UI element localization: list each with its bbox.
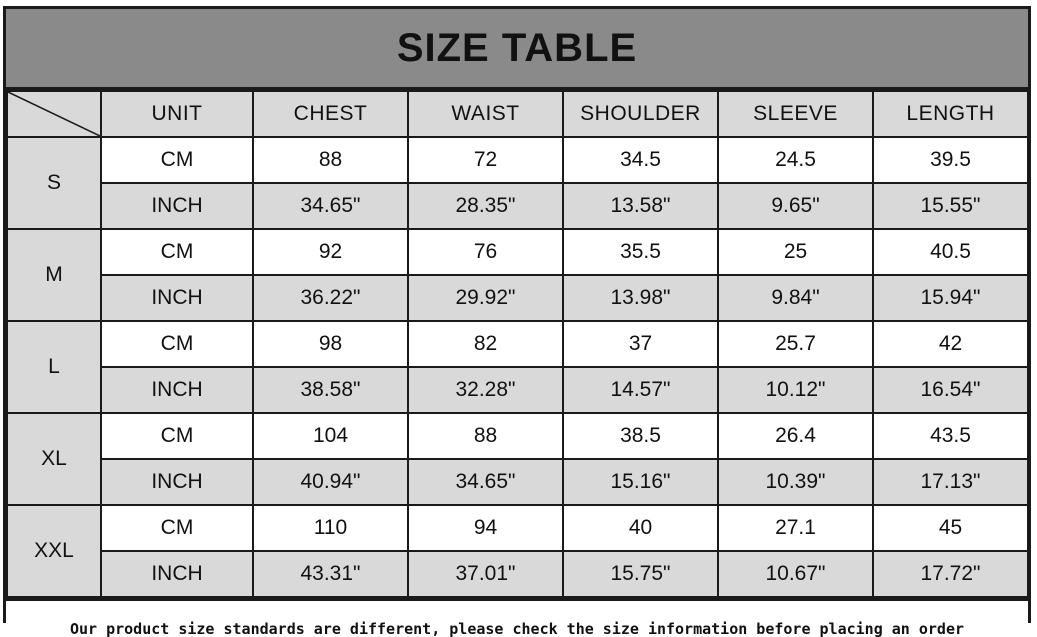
cell-waist-inch: 37.01" bbox=[408, 551, 563, 597]
cell-shoulder-cm: 38.5 bbox=[563, 413, 718, 459]
cell-waist-cm: 94 bbox=[408, 505, 563, 551]
column-header-waist: WAIST bbox=[408, 91, 563, 137]
cell-sleeve-inch: 9.65" bbox=[718, 183, 873, 229]
cell-waist-cm: 72 bbox=[408, 137, 563, 183]
corner-diagonal-cell bbox=[7, 91, 101, 137]
column-header-shoulder: SHOULDER bbox=[563, 91, 718, 137]
table-row bbox=[7, 505, 1028, 551]
cell-chest-cm: 110 bbox=[253, 505, 408, 551]
cell-shoulder-inch: 15.16" bbox=[563, 459, 718, 505]
cell-sleeve-cm: 25.7 bbox=[718, 321, 873, 367]
cell-sleeve-inch: 9.84" bbox=[718, 275, 873, 321]
cell-sleeve-inch: 10.39" bbox=[718, 459, 873, 505]
cell-shoulder-inch: 15.75" bbox=[563, 551, 718, 597]
cell-length-cm: 40.5 bbox=[873, 229, 1028, 275]
unit-inch: INCH bbox=[101, 183, 253, 229]
cell-chest-inch: 36.22" bbox=[253, 275, 408, 321]
cell-shoulder-cm: 40 bbox=[563, 505, 718, 551]
unit-cm: CM bbox=[101, 229, 253, 275]
size-label-xxl: XXL bbox=[7, 505, 101, 597]
cell-chest-cm: 98 bbox=[253, 321, 408, 367]
unit-cm: CM bbox=[101, 321, 253, 367]
cell-length-cm: 43.5 bbox=[873, 413, 1028, 459]
unit-inch: INCH bbox=[101, 367, 253, 413]
cell-waist-inch: 28.35" bbox=[408, 183, 563, 229]
size-label-m: M bbox=[7, 229, 101, 321]
cell-sleeve-cm: 24.5 bbox=[718, 137, 873, 183]
unit-inch: INCH bbox=[101, 551, 253, 597]
cell-sleeve-cm: 27.1 bbox=[718, 505, 873, 551]
table-row bbox=[7, 413, 1028, 459]
cell-sleeve-inch: 10.67" bbox=[718, 551, 873, 597]
table-row bbox=[7, 367, 1028, 413]
cell-shoulder-cm: 35.5 bbox=[563, 229, 718, 275]
table-header-row bbox=[7, 91, 1028, 137]
cell-shoulder-cm: 34.5 bbox=[563, 137, 718, 183]
table-frame bbox=[3, 6, 1031, 637]
cell-waist-inch: 29.92" bbox=[408, 275, 563, 321]
cell-chest-cm: 104 bbox=[253, 413, 408, 459]
unit-inch: INCH bbox=[101, 275, 253, 321]
unit-cm: CM bbox=[101, 413, 253, 459]
cell-shoulder-cm: 37 bbox=[563, 321, 718, 367]
column-header-chest: CHEST bbox=[253, 91, 408, 137]
cell-waist-inch: 32.28" bbox=[408, 367, 563, 413]
footer-note bbox=[6, 598, 1028, 637]
cell-sleeve-inch: 10.12" bbox=[718, 367, 873, 413]
page-title: SIZE TABLE bbox=[396, 25, 638, 70]
unit-cm: CM bbox=[101, 505, 253, 551]
table-row bbox=[7, 321, 1028, 367]
cell-chest-inch: 38.58" bbox=[253, 367, 408, 413]
cell-chest-cm: 92 bbox=[253, 229, 408, 275]
cell-sleeve-cm: 26.4 bbox=[718, 413, 873, 459]
unit-inch: INCH bbox=[101, 459, 253, 505]
cell-sleeve-cm: 25 bbox=[718, 229, 873, 275]
unit-cm: CM bbox=[101, 137, 253, 183]
cell-length-cm: 39.5 bbox=[873, 137, 1028, 183]
size-label-xl: XL bbox=[7, 413, 101, 505]
table-row bbox=[7, 459, 1028, 505]
table-row bbox=[7, 137, 1028, 183]
column-header-length: LENGTH bbox=[873, 91, 1028, 137]
cell-length-inch: 15.94" bbox=[873, 275, 1028, 321]
table-row bbox=[7, 183, 1028, 229]
cell-length-inch: 16.54" bbox=[873, 367, 1028, 413]
table-row bbox=[7, 275, 1028, 321]
cell-waist-cm: 76 bbox=[408, 229, 563, 275]
cell-length-inch: 17.72" bbox=[873, 551, 1028, 597]
cell-waist-cm: 88 bbox=[408, 413, 563, 459]
cell-length-inch: 17.13" bbox=[873, 459, 1028, 505]
size-chart-table bbox=[6, 90, 1029, 598]
size-label-l: L bbox=[7, 321, 101, 413]
diagonal-divider-icon bbox=[8, 92, 100, 136]
cell-length-inch: 15.55" bbox=[873, 183, 1028, 229]
table-row bbox=[7, 551, 1028, 597]
cell-chest-inch: 40.94" bbox=[253, 459, 408, 505]
footer-note-text: Our product size standards are different, please check the size information before placing an order bbox=[69, 620, 965, 637]
column-header-unit: UNIT bbox=[101, 91, 253, 137]
title-bar bbox=[6, 9, 1028, 90]
cell-shoulder-inch: 13.58" bbox=[563, 183, 718, 229]
cell-waist-inch: 34.65" bbox=[408, 459, 563, 505]
cell-length-cm: 42 bbox=[873, 321, 1028, 367]
cell-chest-cm: 88 bbox=[253, 137, 408, 183]
column-header-sleeve: SLEEVE bbox=[718, 91, 873, 137]
cell-chest-inch: 43.31" bbox=[253, 551, 408, 597]
cell-length-cm: 45 bbox=[873, 505, 1028, 551]
size-label-s: S bbox=[7, 137, 101, 229]
cell-chest-inch: 34.65" bbox=[253, 183, 408, 229]
table-row bbox=[7, 229, 1028, 275]
cell-shoulder-inch: 13.98" bbox=[563, 275, 718, 321]
cell-waist-cm: 82 bbox=[408, 321, 563, 367]
cell-shoulder-inch: 14.57" bbox=[563, 367, 718, 413]
